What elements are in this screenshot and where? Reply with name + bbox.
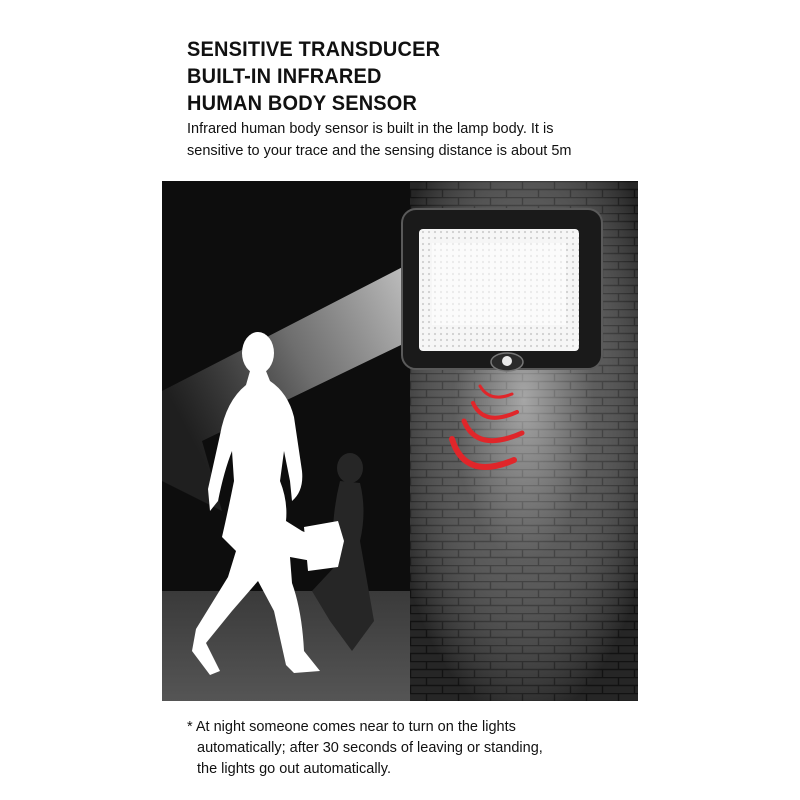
intro-line-2: sensitive to your trace and the sensing distance is about 5m xyxy=(187,143,572,159)
footnote xyxy=(187,717,543,780)
solar-wall-lamp-icon xyxy=(402,209,602,371)
night-scene-illustration xyxy=(162,181,638,701)
headline-line-1: SENSITIVE TRANSDUCER xyxy=(187,38,441,61)
headline-line-2: BUILT-IN INFRARED xyxy=(187,65,382,88)
headline-line-3: HUMAN BODY SENSOR xyxy=(187,92,418,115)
product-illustration xyxy=(162,181,638,701)
intro-line-1: Infrared human body sensor is built in the lamp body. It is xyxy=(187,121,554,137)
intro-text xyxy=(187,118,571,162)
footnote-line-2: automatically; after 30 seconds of leaving or standing, xyxy=(197,740,543,756)
footnote-line-1: * At night someone comes near to turn on the lights xyxy=(187,719,516,735)
headline xyxy=(187,36,440,117)
footnote-line-3: the lights go out automatically. xyxy=(197,761,391,777)
